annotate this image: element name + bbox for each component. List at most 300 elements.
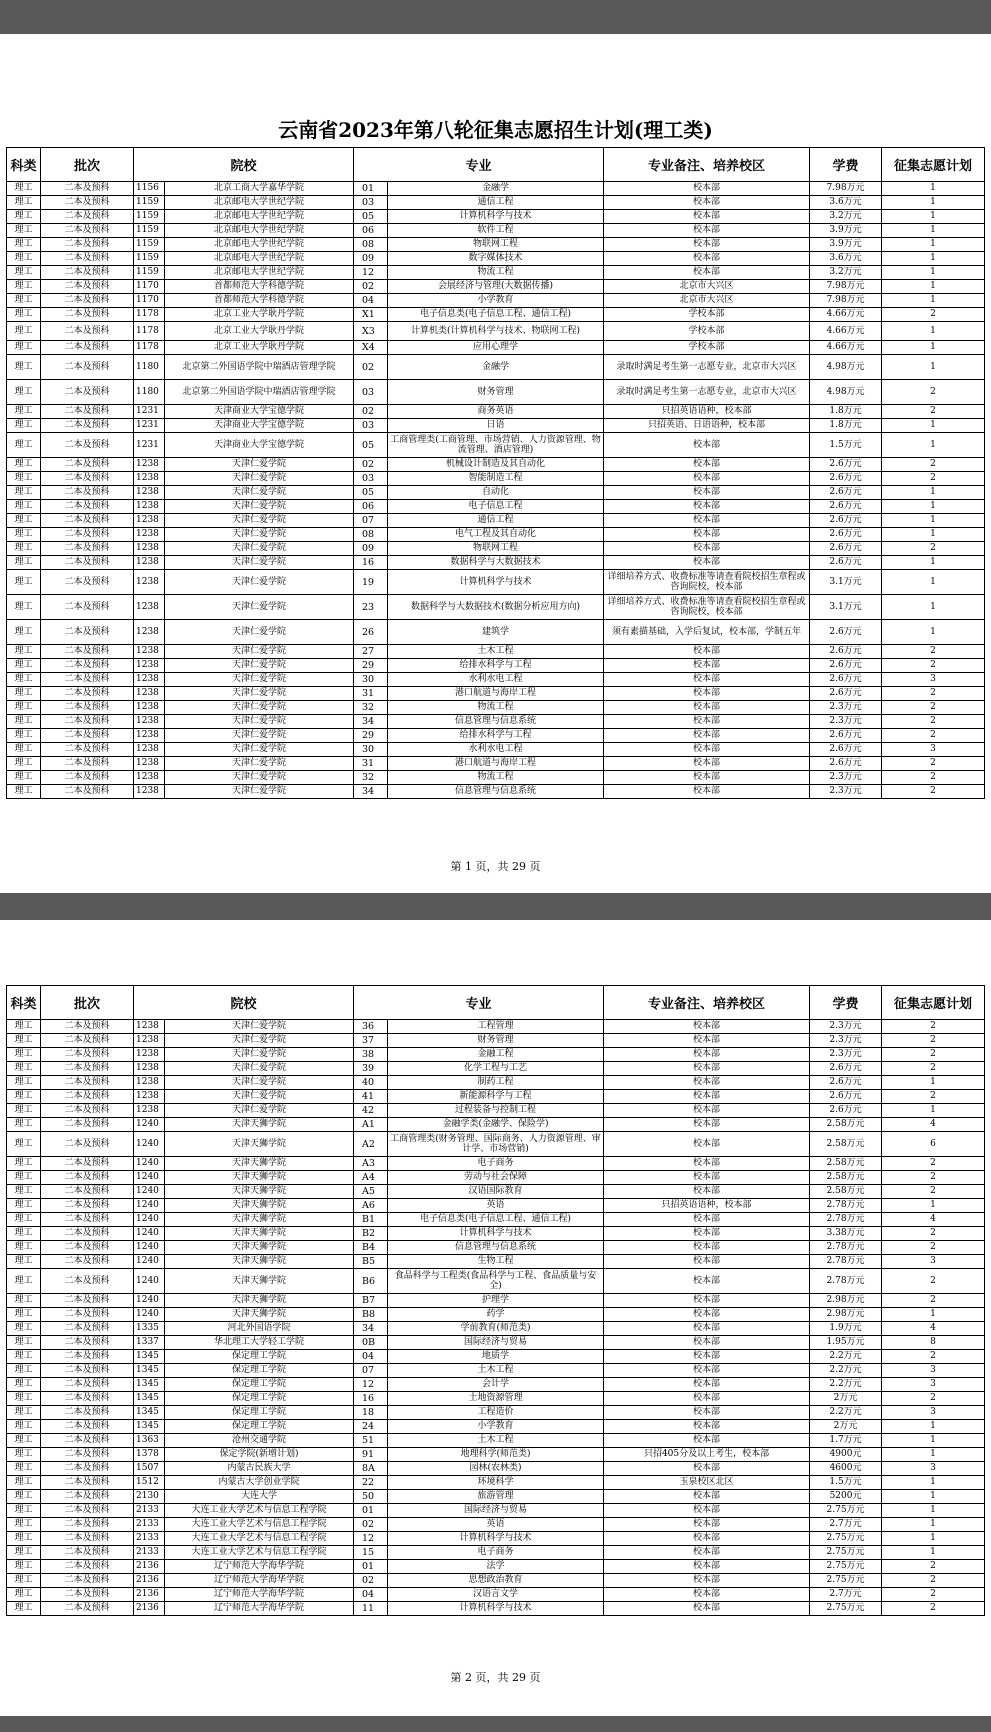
cell-remarks: 详细培养方式、收费标准等请查看院校招生章程或咨询院校，校本部 <box>604 570 810 595</box>
cell-major-code: A3 <box>354 1157 388 1171</box>
cell-batch: 二本及预科 <box>41 1490 134 1504</box>
cell-major-code: 18 <box>354 1406 388 1420</box>
cell-school-name: 天津仁爱学院 <box>165 659 354 673</box>
table-row <box>7 458 985 472</box>
cell-batch: 二本及预科 <box>41 1034 134 1048</box>
cell-major-name: 电子信息类(电子信息工程、通信工程) <box>388 1213 604 1227</box>
cell-school-name: 天津商业大学宝德学院 <box>165 405 354 419</box>
cell-tuition: 2.6万元 <box>810 673 882 687</box>
cell-major-code: B8 <box>354 1308 388 1322</box>
cell-major-name: 土木工程 <box>388 645 604 659</box>
cell-major-name: 地理科学(师范类) <box>388 1448 604 1462</box>
cell-major-code: 37 <box>354 1034 388 1048</box>
document-title: 云南省2023年第八轮征集志愿招生计划(理工类) <box>278 118 713 142</box>
cell-plan-count: 1 <box>882 620 985 645</box>
cell-school-code: 1238 <box>134 785 165 799</box>
table-row <box>7 1185 985 1199</box>
cell-remarks: 学校本部 <box>604 308 810 322</box>
table-row <box>7 1490 985 1504</box>
cell-major-code: 06 <box>354 224 388 238</box>
cell-school-code: 1335 <box>134 1322 165 1336</box>
cell-major-code: 41 <box>354 1090 388 1104</box>
cell-subject: 理工 <box>7 280 41 294</box>
cell-subject: 理工 <box>7 405 41 419</box>
cell-subject: 理工 <box>7 341 41 355</box>
cell-major-name: 自动化 <box>388 486 604 500</box>
cell-batch: 二本及预科 <box>41 1104 134 1118</box>
cell-school-code: 2130 <box>134 1490 165 1504</box>
cell-tuition: 7.98万元 <box>810 294 882 308</box>
cell-subject: 理工 <box>7 182 41 196</box>
cell-major-code: 06 <box>354 500 388 514</box>
cell-major-name: 物流工程 <box>388 266 604 280</box>
cell-batch: 二本及预科 <box>41 322 134 341</box>
cell-school-code: 1240 <box>134 1269 165 1294</box>
cell-school-code: 1180 <box>134 380 165 405</box>
cell-tuition: 2.6万元 <box>810 757 882 771</box>
cell-major-name: 新能源科学与工程 <box>388 1090 604 1104</box>
cell-remarks: 校本部 <box>604 210 810 224</box>
cell-school-code: 1240 <box>134 1157 165 1171</box>
cell-plan-count: 2 <box>882 1588 985 1602</box>
cell-batch: 二本及预科 <box>41 1294 134 1308</box>
table-row <box>7 1034 985 1048</box>
cell-major-code: 02 <box>354 280 388 294</box>
header-remarks: 专业备注、培养校区 <box>604 148 810 182</box>
cell-subject: 理工 <box>7 1560 41 1574</box>
cell-plan-count: 1 <box>882 595 985 620</box>
cell-tuition: 2.78万元 <box>810 1199 882 1213</box>
cell-school-name: 天津仁爱学院 <box>165 620 354 645</box>
table-row <box>7 1532 985 1546</box>
cell-school-name: 天津仁爱学院 <box>165 472 354 486</box>
table-header-row <box>7 148 985 182</box>
cell-remarks: 录取时满足考生第一志愿专业，北京市大兴区 <box>604 355 810 380</box>
cell-tuition: 4.98万元 <box>810 380 882 405</box>
cell-remarks: 校本部 <box>604 1048 810 1062</box>
cell-major-code: 30 <box>354 673 388 687</box>
cell-remarks: 只招英语、日语语种，校本部 <box>604 419 810 433</box>
cell-subject: 理工 <box>7 380 41 405</box>
table-row <box>7 308 985 322</box>
cell-major-code: A2 <box>354 1132 388 1157</box>
table-row <box>7 620 985 645</box>
cell-plan-count: 3 <box>882 1255 985 1269</box>
table-row <box>7 743 985 757</box>
table-row <box>7 322 985 341</box>
cell-remarks: 校本部 <box>604 472 810 486</box>
table-row <box>7 252 985 266</box>
cell-major-code: 24 <box>354 1420 388 1434</box>
cell-major-code: 03 <box>354 472 388 486</box>
cell-major-name: 工商管理类(财务管理、国际商务、人力资源管理、审计学、市场营销) <box>388 1132 604 1157</box>
cell-major-name: 会展经济与管理(大数据传播) <box>388 280 604 294</box>
cell-major-code: 03 <box>354 196 388 210</box>
cell-subject: 理工 <box>7 1269 41 1294</box>
cell-remarks: 校本部 <box>604 645 810 659</box>
cell-major-name: 小学教育 <box>388 1420 604 1434</box>
cell-subject: 理工 <box>7 687 41 701</box>
cell-batch: 二本及预科 <box>41 1420 134 1434</box>
cell-batch: 二本及预科 <box>41 1255 134 1269</box>
table-row <box>7 1504 985 1518</box>
table-row <box>7 757 985 771</box>
cell-major-name: 金融学类(金融学、保险学) <box>388 1118 604 1132</box>
cell-school-name: 辽宁师范大学海华学院 <box>165 1602 354 1616</box>
cell-plan-count: 1 <box>882 1532 985 1546</box>
cell-tuition: 1.7万元 <box>810 1434 882 1448</box>
cell-batch: 二本及预科 <box>41 472 134 486</box>
cell-remarks: 校本部 <box>604 1090 810 1104</box>
cell-plan-count: 2 <box>882 757 985 771</box>
table-row <box>7 701 985 715</box>
cell-batch: 二本及预科 <box>41 266 134 280</box>
cell-remarks: 校本部 <box>604 687 810 701</box>
cell-remarks: 校本部 <box>604 1574 810 1588</box>
cell-tuition: 4.66万元 <box>810 308 882 322</box>
cell-school-code: 1238 <box>134 620 165 645</box>
header-school: 院校 <box>134 986 354 1020</box>
table-row <box>7 1462 985 1476</box>
table-row <box>7 1076 985 1090</box>
cell-major-name: 制药工程 <box>388 1076 604 1090</box>
table-row <box>7 433 985 458</box>
table-row <box>7 659 985 673</box>
cell-subject: 理工 <box>7 1213 41 1227</box>
cell-school-code: 2136 <box>134 1560 165 1574</box>
cell-school-name: 天津仁爱学院 <box>165 1090 354 1104</box>
cell-remarks: 校本部 <box>604 1227 810 1241</box>
cell-school-name: 天津仁爱学院 <box>165 528 354 542</box>
cell-school-code: 1238 <box>134 659 165 673</box>
cell-batch: 二本及预科 <box>41 1076 134 1090</box>
cell-school-name: 天津仁爱学院 <box>165 687 354 701</box>
cell-major-name: 土木工程 <box>388 1364 604 1378</box>
cell-subject: 理工 <box>7 1336 41 1350</box>
cell-school-name: 天津仁爱学院 <box>165 701 354 715</box>
table-row <box>7 380 985 405</box>
table-row <box>7 1227 985 1241</box>
cell-batch: 二本及预科 <box>41 743 134 757</box>
cell-subject: 理工 <box>7 1118 41 1132</box>
cell-remarks: 校本部 <box>604 1434 810 1448</box>
cell-tuition: 2.6万元 <box>810 620 882 645</box>
cell-major-code: 30 <box>354 743 388 757</box>
cell-plan-count: 1 <box>882 355 985 380</box>
cell-major-code: 09 <box>354 542 388 556</box>
cell-remarks: 校本部 <box>604 1241 810 1255</box>
cell-school-name: 天津仁爱学院 <box>165 673 354 687</box>
table-row <box>7 1518 985 1532</box>
cell-tuition: 2.78万元 <box>810 1241 882 1255</box>
cell-school-name: 天津天狮学院 <box>165 1157 354 1171</box>
cell-remarks: 详细培养方式、收费标准等请查看院校招生章程或咨询院校，校本部 <box>604 595 810 620</box>
cell-subject: 理工 <box>7 1490 41 1504</box>
cell-tuition: 2万元 <box>810 1392 882 1406</box>
cell-remarks: 须有素描基础，入学后复试，校本部，学制五年 <box>604 620 810 645</box>
cell-batch: 二本及预科 <box>41 252 134 266</box>
cell-major-code: 02 <box>354 458 388 472</box>
cell-batch: 二本及预科 <box>41 355 134 380</box>
cell-remarks: 校本部 <box>604 1602 810 1616</box>
cell-subject: 理工 <box>7 595 41 620</box>
cell-tuition: 2.2万元 <box>810 1350 882 1364</box>
cell-plan-count: 1 <box>882 1476 985 1490</box>
cell-school-name: 天津天狮学院 <box>165 1118 354 1132</box>
cell-tuition: 3.38万元 <box>810 1227 882 1241</box>
cell-tuition: 2.6万元 <box>810 514 882 528</box>
cell-subject: 理工 <box>7 1308 41 1322</box>
cell-major-code: B6 <box>354 1269 388 1294</box>
cell-batch: 二本及预科 <box>41 500 134 514</box>
cell-tuition: 3.1万元 <box>810 570 882 595</box>
cell-school-name: 天津仁爱学院 <box>165 715 354 729</box>
cell-major-code: 04 <box>354 1588 388 1602</box>
cell-plan-count: 1 <box>882 1518 985 1532</box>
cell-subject: 理工 <box>7 1104 41 1118</box>
table-row <box>7 528 985 542</box>
cell-major-name: 化学工程与工艺 <box>388 1062 604 1076</box>
cell-plan-count: 2 <box>882 405 985 419</box>
cell-school-code: 1238 <box>134 570 165 595</box>
header-school: 院校 <box>134 148 354 182</box>
cell-batch: 二本及预科 <box>41 1574 134 1588</box>
cell-batch: 二本及预科 <box>41 341 134 355</box>
cell-school-code: 1238 <box>134 1062 165 1076</box>
table-row <box>7 1132 985 1157</box>
cell-plan-count: 1 <box>882 322 985 341</box>
cell-major-code: 34 <box>354 715 388 729</box>
cell-major-name: 地质学 <box>388 1350 604 1364</box>
cell-school-name: 天津仁爱学院 <box>165 729 354 743</box>
cell-major-name: 物流工程 <box>388 771 604 785</box>
cell-subject: 理工 <box>7 528 41 542</box>
page-1-footer: 第 1 页，共 29 页 <box>450 860 541 873</box>
table-row <box>7 1406 985 1420</box>
cell-subject: 理工 <box>7 757 41 771</box>
cell-batch: 二本及预科 <box>41 701 134 715</box>
cell-remarks: 北京市大兴区 <box>604 280 810 294</box>
cell-plan-count: 1 <box>882 514 985 528</box>
cell-plan-count: 2 <box>882 1350 985 1364</box>
cell-plan-count: 2 <box>882 701 985 715</box>
cell-plan-count: 2 <box>882 458 985 472</box>
cell-tuition: 2.58万元 <box>810 1185 882 1199</box>
cell-school-code: 1238 <box>134 556 165 570</box>
cell-school-code: 1238 <box>134 743 165 757</box>
cell-remarks: 校本部 <box>604 1392 810 1406</box>
cell-major-code: 29 <box>354 659 388 673</box>
cell-plan-count: 1 <box>882 182 985 196</box>
cell-batch: 二本及预科 <box>41 294 134 308</box>
cell-remarks: 只招英语语种，校本部 <box>604 405 810 419</box>
cell-tuition: 2.7万元 <box>810 1588 882 1602</box>
cell-batch: 二本及预科 <box>41 1227 134 1241</box>
cell-major-code: 26 <box>354 620 388 645</box>
cell-plan-count: 2 <box>882 472 985 486</box>
cell-school-code: 1238 <box>134 514 165 528</box>
cell-major-code: X1 <box>354 308 388 322</box>
cell-subject: 理工 <box>7 1020 41 1034</box>
cell-remarks: 校本部 <box>604 500 810 514</box>
cell-batch: 二本及预科 <box>41 210 134 224</box>
cell-tuition: 2.6万元 <box>810 659 882 673</box>
cell-subject: 理工 <box>7 1392 41 1406</box>
cell-school-name: 北京邮电大学世纪学院 <box>165 196 354 210</box>
cell-tuition: 2.3万元 <box>810 1020 882 1034</box>
cell-remarks: 校本部 <box>604 1308 810 1322</box>
cell-major-name: 财务管理 <box>388 1034 604 1048</box>
cell-batch: 二本及预科 <box>41 645 134 659</box>
cell-tuition: 2.78万元 <box>810 1213 882 1227</box>
cell-plan-count: 2 <box>882 1157 985 1171</box>
cell-major-name: 给排水科学与工程 <box>388 729 604 743</box>
cell-major-code: 02 <box>354 1518 388 1532</box>
cell-plan-count: 1 <box>882 1199 985 1213</box>
cell-batch: 二本及预科 <box>41 729 134 743</box>
cell-major-name: 汉语国际教育 <box>388 1185 604 1199</box>
cell-tuition: 2.3万元 <box>810 785 882 799</box>
cell-school-name: 天津商业大学宝德学院 <box>165 419 354 433</box>
table-row <box>7 1322 985 1336</box>
cell-subject: 理工 <box>7 1185 41 1199</box>
cell-school-code: 1238 <box>134 673 165 687</box>
cell-school-name: 天津仁爱学院 <box>165 458 354 472</box>
cell-remarks: 校本部 <box>604 1185 810 1199</box>
cell-major-name: 财务管理 <box>388 380 604 405</box>
cell-subject: 理工 <box>7 659 41 673</box>
cell-major-name: 金融工程 <box>388 1048 604 1062</box>
table-row <box>7 472 985 486</box>
cell-tuition: 4.98万元 <box>810 355 882 380</box>
cell-subject: 理工 <box>7 1048 41 1062</box>
cell-batch: 二本及预科 <box>41 1132 134 1157</box>
cell-major-name: 数据科学与大数据技术 <box>388 556 604 570</box>
cell-subject: 理工 <box>7 419 41 433</box>
cell-school-code: 1238 <box>134 486 165 500</box>
cell-school-code: 1238 <box>134 472 165 486</box>
table-row <box>7 1048 985 1062</box>
cell-major-code: 32 <box>354 771 388 785</box>
cell-school-code: 1345 <box>134 1364 165 1378</box>
cell-batch: 二本及预科 <box>41 1118 134 1132</box>
cell-tuition: 3.2万元 <box>810 266 882 280</box>
cell-tuition: 7.98万元 <box>810 280 882 294</box>
cell-major-name: 英语 <box>388 1199 604 1213</box>
cell-tuition: 2.3万元 <box>810 1048 882 1062</box>
cell-batch: 二本及预科 <box>41 673 134 687</box>
cell-subject: 理工 <box>7 729 41 743</box>
table-row <box>7 294 985 308</box>
cell-subject: 理工 <box>7 673 41 687</box>
table-row <box>7 224 985 238</box>
cell-major-code: 50 <box>354 1490 388 1504</box>
cell-remarks: 学校本部 <box>604 341 810 355</box>
cell-school-name: 保定学院(新增计划) <box>165 1448 354 1462</box>
cell-school-name: 辽宁师范大学海华学院 <box>165 1574 354 1588</box>
cell-tuition: 1.5万元 <box>810 433 882 458</box>
cell-plan-count: 2 <box>882 1574 985 1588</box>
cell-school-code: 1238 <box>134 771 165 785</box>
cell-major-name: 英语 <box>388 1518 604 1532</box>
cell-subject: 理工 <box>7 1364 41 1378</box>
cell-plan-count: 2 <box>882 1048 985 1062</box>
cell-school-name: 大连工业大学艺术与信息工程学院 <box>165 1532 354 1546</box>
cell-school-code: 2133 <box>134 1504 165 1518</box>
cell-major-name: 旅游管理 <box>388 1490 604 1504</box>
cell-school-name: 天津仁爱学院 <box>165 500 354 514</box>
cell-major-name: 软件工程 <box>388 224 604 238</box>
cell-remarks: 校本部 <box>604 1336 810 1350</box>
cell-major-name: 小学教育 <box>388 294 604 308</box>
cell-school-name: 天津天狮学院 <box>165 1199 354 1213</box>
table-row <box>7 1560 985 1574</box>
cell-subject: 理工 <box>7 542 41 556</box>
table-row <box>7 238 985 252</box>
cell-major-code: 29 <box>354 729 388 743</box>
cell-remarks: 校本部 <box>604 556 810 570</box>
cell-remarks: 校本部 <box>604 1406 810 1420</box>
cell-school-name: 保定理工学院 <box>165 1378 354 1392</box>
cell-school-code: 1240 <box>134 1132 165 1157</box>
cell-subject: 理工 <box>7 210 41 224</box>
cell-school-code: 1345 <box>134 1406 165 1420</box>
cell-subject: 理工 <box>7 1157 41 1171</box>
cell-major-code: 04 <box>354 1350 388 1364</box>
cell-major-name: 计算机科学与技术 <box>388 570 604 595</box>
cell-subject: 理工 <box>7 1476 41 1490</box>
cell-subject: 理工 <box>7 1406 41 1420</box>
cell-remarks: 校本部 <box>604 1364 810 1378</box>
cell-tuition: 4900元 <box>810 1448 882 1462</box>
table-row <box>7 210 985 224</box>
cell-major-code: 02 <box>354 405 388 419</box>
cell-major-name: 港口航道与海岸工程 <box>388 687 604 701</box>
cell-major-code: 05 <box>354 433 388 458</box>
cell-school-name: 大连大学 <box>165 1490 354 1504</box>
cell-batch: 二本及预科 <box>41 1336 134 1350</box>
cell-major-name: 电子信息工程 <box>388 500 604 514</box>
cell-school-name: 华北理工大学轻工学院 <box>165 1336 354 1350</box>
cell-subject: 理工 <box>7 1420 41 1434</box>
cell-major-name: 工程造价 <box>388 1406 604 1420</box>
page-2-footer: 第 2 页，共 29 页 <box>450 1671 541 1684</box>
cell-tuition: 2.75万元 <box>810 1504 882 1518</box>
cell-major-code: 02 <box>354 355 388 380</box>
cell-plan-count: 2 <box>882 1185 985 1199</box>
header-subject: 科类 <box>7 148 41 182</box>
cell-plan-count: 6 <box>882 1132 985 1157</box>
table-row <box>7 1241 985 1255</box>
cell-batch: 二本及预科 <box>41 542 134 556</box>
cell-school-code: 1238 <box>134 1048 165 1062</box>
table-row <box>7 1434 985 1448</box>
cell-school-code: 1180 <box>134 355 165 380</box>
cell-major-name: 港口航道与海岸工程 <box>388 757 604 771</box>
cell-tuition: 2.98万元 <box>810 1294 882 1308</box>
cell-batch: 二本及预科 <box>41 280 134 294</box>
cell-plan-count: 1 <box>882 433 985 458</box>
cell-school-name: 天津天狮学院 <box>165 1269 354 1294</box>
table-row <box>7 196 985 210</box>
cell-school-name: 天津仁爱学院 <box>165 514 354 528</box>
cell-batch: 二本及预科 <box>41 1090 134 1104</box>
cell-school-code: 1238 <box>134 458 165 472</box>
cell-remarks: 校本部 <box>604 1560 810 1574</box>
cell-school-code: 1240 <box>134 1213 165 1227</box>
cell-plan-count: 1 <box>882 210 985 224</box>
cell-school-code: 2133 <box>134 1518 165 1532</box>
